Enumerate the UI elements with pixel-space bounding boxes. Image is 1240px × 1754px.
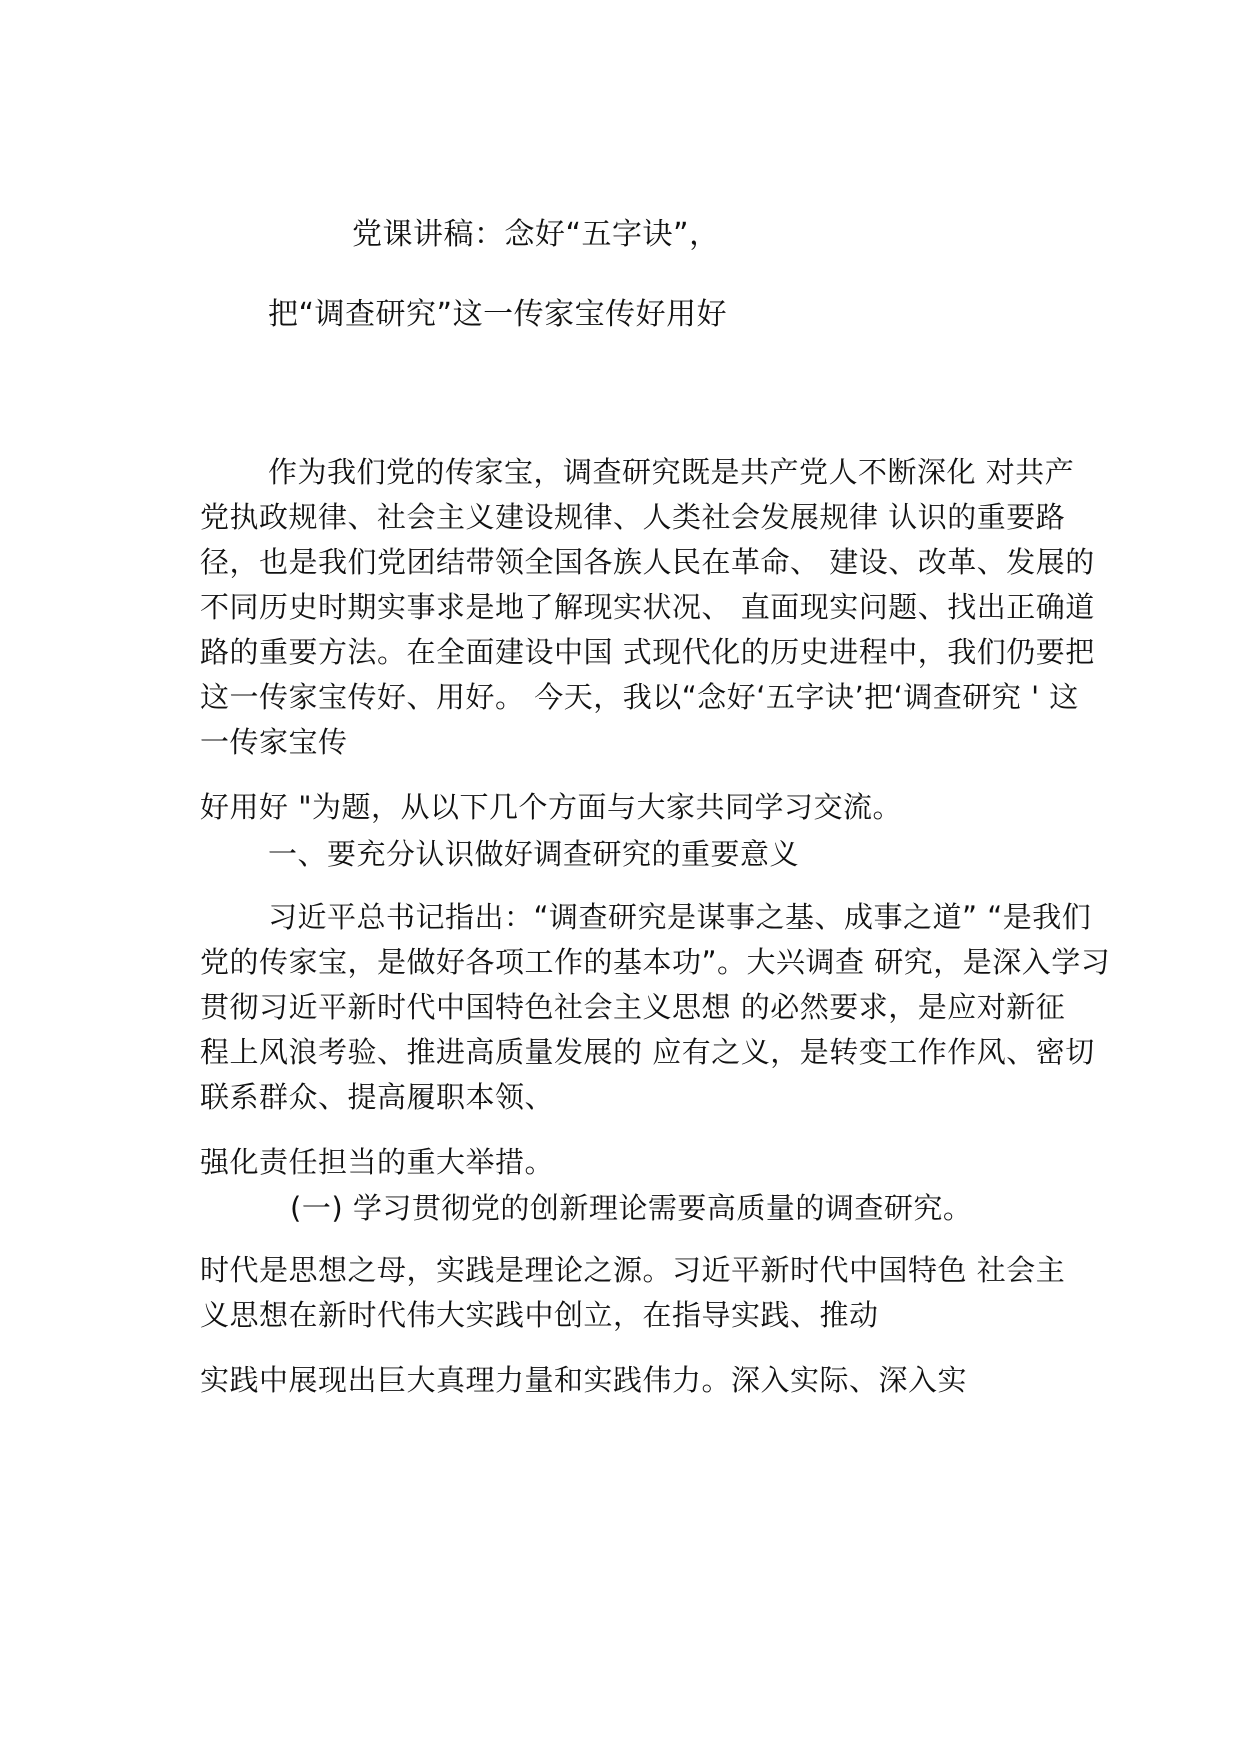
paragraph-line: 强化责任担当的重大举措。 [200, 1145, 555, 1179]
paragraph-line: 贯彻习近平新时代中国特色社会主义思想 的必然要求，是应对新征 [200, 990, 1066, 1024]
paragraph-line: 联系群众、提高履职本领、 [200, 1080, 555, 1114]
paragraph-line: 时代是思想之母，实践是理论之源。习近平新时代中国特色 社会主 [200, 1253, 1066, 1287]
paragraph-line: 不同历史时期实事求是地了解现实状况、 直面现实问题、找出正确道 [200, 590, 1095, 624]
section-heading: 一、要充分认识做好调查研究的重要意义 [268, 837, 800, 871]
paragraph-line: 径，也是我们党团结带领全国各族人民在革命、 建设、改革、发展的 [200, 545, 1095, 579]
subsection-heading: (一) 学习贯彻党的创新理论需要高质量的调查研究。 [290, 1191, 973, 1225]
paragraph-line: 党执政规律、社会主义建设规律、人类社会发展规律 认识的重要路 [200, 500, 1066, 534]
paragraph-line: 程上风浪考验、推进高质量发展的 应有之义，是转变工作作风、密切 [200, 1035, 1095, 1069]
paragraph-line: 好用好 "为题，从以下几个方面与大家共同学习交流。 [200, 790, 903, 824]
paragraph-line: 习近平总书记指出：“调查研究是谋事之基、成事之道” “是我们 [268, 900, 1092, 934]
paragraph-line: 作为我们党的传家宝，调查研究既是共产党人不断深化 对共产 [268, 455, 1075, 489]
paragraph-line: 这一传家宝传好、用好。 今天，我以“念好‘五字诀’把‘调查研究 ' 这 [200, 680, 1079, 714]
document-title-line-2: 把“调查研究”这一传家宝传好用好 [268, 297, 728, 332]
paragraph-line: 路的重要方法。在全面建设中国 式现代化的历史进程中，我们仍要把 [200, 635, 1095, 669]
paragraph-line: 义思想在新时代伟大实践中创立，在指导实践、推动 [200, 1298, 879, 1332]
paragraph-line: 党的传家宝，是做好各项工作的基本功”。大兴调查 研究，是深入学习 [200, 945, 1111, 979]
document-title-line-1: 党课讲稿：念好“五字诀”， [352, 217, 720, 252]
paragraph-line: 实践中展现出巨大真理力量和实践伟力。深入实际、深入实 [200, 1363, 968, 1397]
paragraph-line: 一传家宝传 [200, 725, 348, 759]
